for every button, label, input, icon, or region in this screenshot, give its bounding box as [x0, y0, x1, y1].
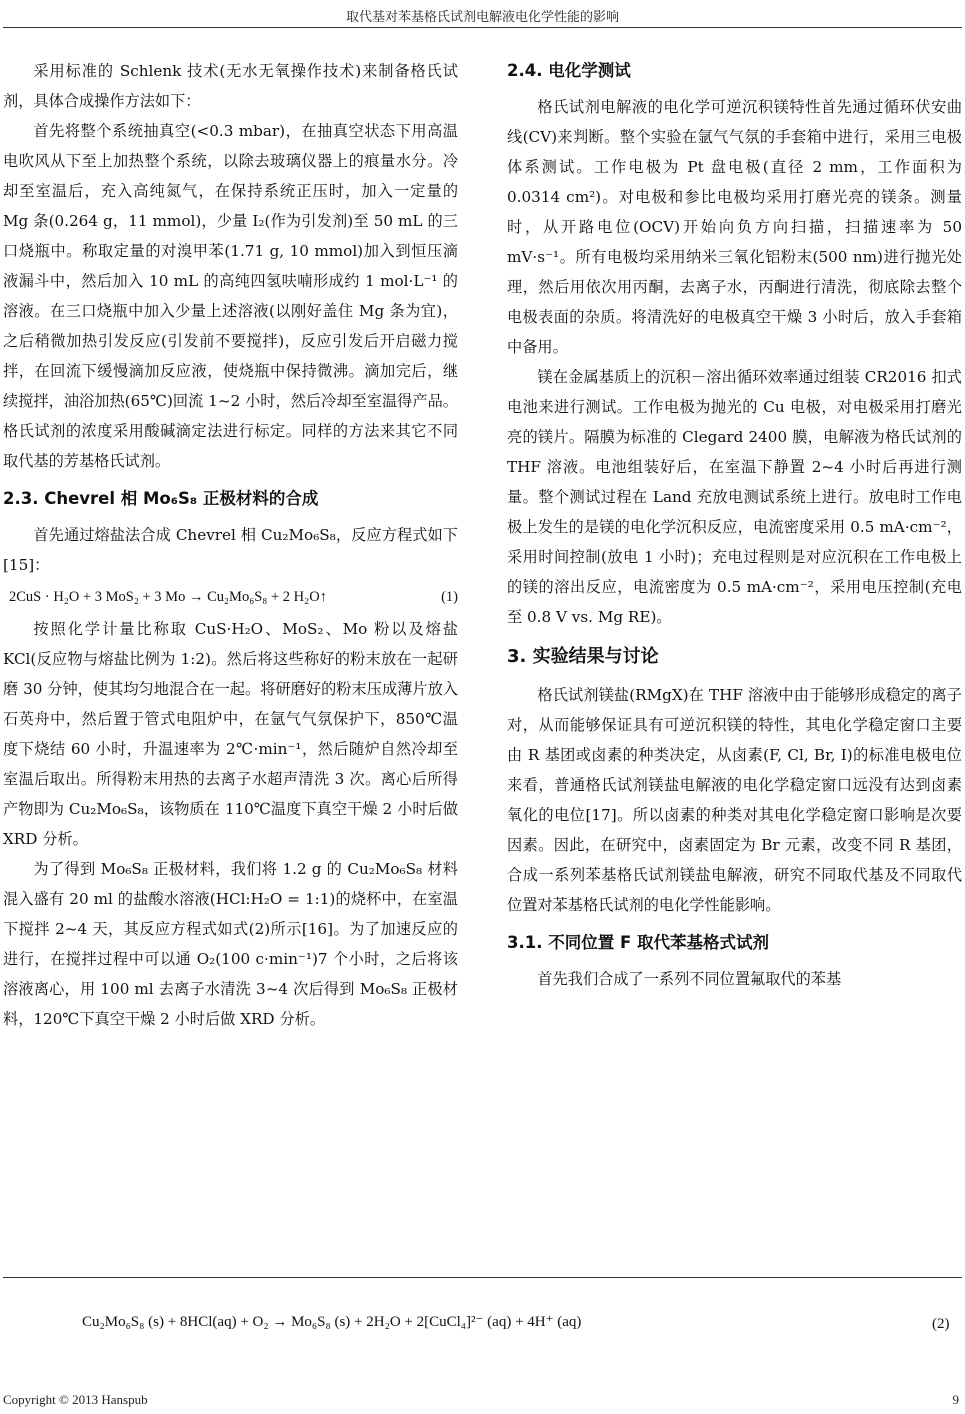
- paragraph-chevrel-synthesis: 首先通过熔盐法合成 Chevrel 相 Cu₂Mo₆S₈，反应方程式如下[15]：: [3, 526, 458, 574]
- paragraph-mo6s8-preparation: 为了得到 Mo₆S₈ 正极材料，我们将 1.2 g 的 Cu₂Mo₆S₈ 材料混入盛有 20 ml 的盐酸水溶液(HCl:H₂O = 1:1)的烧杯中，在室温下搅拌 2~4 天，其反应方程式如式(2)所示[16]。为了加速反应的进行，在搅拌过程中可以通 O₂(100 c·min⁻¹)7 个小时，之后将该溶液离心，用 100 ml 去离子水清洗 3~4 次后得到 Mo₆S₈ 正极材料，120℃下真空干燥 2 小时后做 XRD 分析。: [3, 860, 458, 1028]
- paragraph-molten-salt-method: 按照化学计量比称取 CuS·H₂O、MoS₂、Mo 粉以及熔盐 KCl(反应物与熔盐比例为 1:2)。然后将这些称好的粉末放在一起研磨 30 分钟，使其均匀地混合在一起。将研磨好的粉末压成薄片放入石英舟中，然后置于管式电阻炉中，在氩气气氛保护下，850℃温度下烧结 60 小时，升温速率为 2℃·min⁻¹，然后随炉自然冷却至室温后取出。所得粉末用热的去离子水超声清洗 3 次。离心后所得产物即为 Cu₂Mo₆S₈，该物质在 110℃温度下真空干燥 2 小时后做 XRD 分析。: [3, 620, 458, 848]
- paragraph-cycling-efficiency: 镁在金属基质上的沉积－溶出循环效率通过组装 CR2016 扣式电池来进行测试。工作电极为抛光的 Cu 电极，对电极采用打磨光亮的镁片。隔膜为标准的 Clegard 2400 膜，电解液为格氏试剂的 THF 溶液。电池组装好后，在室温下静置 2~4 小时后再进行测量。整个测试过程在 Land 充放电测试系统上进行。放电时工作电极上发生的是镁的电化学沉积反应，电流密度采用 0.5 mA·cm⁻²，采用时间控制(放电 1 小时)；充电过程则是对应沉积在工作电极上的镁的溶出反应，电流密度为 0.5 mA·cm⁻²，采用电压控制(充电至 0.8 V vs. Mg RE)。: [507, 368, 962, 626]
- paragraph-fluoro-substituted: 首先我们合成了一系列不同位置氟取代的苯基: [537, 970, 842, 988]
- section-heading-3-1: 3.1. 不同位置 F 取代苯基格式试剂: [507, 933, 770, 952]
- spacer: [507, 632, 962, 640]
- paragraph-schlenk-intro: 采用标准的 Schlenk 技术(无水无氧操作技术)来制备格氏试剂，具体合成操作方法如下：: [3, 62, 458, 110]
- running-title: 取代基对苯基格氏试剂电解液电化学性能的影响: [345, 10, 619, 25]
- section-heading-2-3: 2.3. Chevrel 相 Mo₆S₈ 正极材料的合成: [3, 489, 319, 508]
- equation-separator-rule: [3, 1277, 962, 1278]
- spacer: [507, 920, 962, 928]
- section-heading-3: 3. 实验结果与讨论: [507, 646, 659, 667]
- equation-1-body: 2CuS · H₂O + 3 MoS₂ + 3 Mo → Cu₂Mo₆S₈ + 2 H₂O↑: [9, 589, 327, 605]
- paragraph-rmgx-discussion: 格氏试剂镁盐(RMgX)在 THF 溶液中由于能够形成稳定的离子对，从而能够保证具有可逆沉积镁的特性，其电化学稳定窗口主要由 R 基团或卤素的种类决定，从卤素(F, Cl, Br, I)的标准电极电位来看，普通格氏试剂镁盐电解液的电化学稳定窗口远没有达到卤素氧化的电位[17]。所以卤素的种类对其电化学稳定窗口影响是次要因素。因此，在研究中，卤素固定为 Br 元素，改变不同 R 基团，合成一系列苯基格氏试剂镁盐电解液，研究不同取代基及不同取代位置对苯基格氏试剂的电化学性能影响。: [507, 686, 962, 914]
- section-heading-2-4: 2.4. 电化学测试: [507, 61, 631, 80]
- left-column: [3, 56, 458, 1034]
- equation-2-number: (2): [932, 1316, 950, 1332]
- paragraph-cv-testing: 格氏试剂电解液的电化学可逆沉积镁特性首先通过循环伏安曲线(CV)来判断。整个实验在氩气气氛的手套箱中进行，采用三电极体系测试。工作电极为 Pt 盘电极(直径 2 mm，工作面积为 0.0314 cm²)。对电极和参比电极均采用打磨光亮的镁条。测量时，从开路电位(OCV)开始向负方向扫描，扫描速率为 50 mV·s⁻¹。所有电极均采用纳米三氧化铝粉末(500 nm)进行抛光处理，然后用依次用丙酮，去离子水，丙酮进行清洗，彻底除去整个电极表面的杂质。将清洗好的电极真空干燥 3 小时后，放入手套箱中备用。: [507, 98, 962, 356]
- header-rule: [3, 27, 962, 28]
- equation-2: Cu₂Mo₆S₈ (s) + 8HCl(aq) + O₂ → Mo₆S₈ (s) + 2H₂O + 2[CuCl₄]²⁻ (aq) + 4H⁺ (aq): [82, 1314, 582, 1330]
- right-column: [507, 56, 962, 994]
- spacer: [3, 476, 458, 484]
- equation-1: [3, 580, 458, 614]
- paragraph-grignard-procedure: 首先将整个系统抽真空(<0.3 mbar)，在抽真空状态下用高温电吹风从下至上加热整个系统，以除去玻璃仪器上的痕量水分。冷却至室温后，充入高纯氮气，在保持系统正压时，加入一定量的 Mg 条(0.264 g，11 mmol)，少量 I₂(作为引发剂)至 50 mL 的三口烧瓶中。称取定量的对溴甲苯(1.71 g, 10 mmol)加入到恒压滴液漏斗中，然后加入 10 mL 的高纯四氢呋喃形成约 1 mol·L⁻¹ 的溶液。在三口烧瓶中加入少量上述溶液(以刚好盖住 Mg 条为宜)，之后稍微加热引发反应(引发前不要搅拌)，反应引发后开启磁力搅拌，在回流下缓慢滴加反应液，使烧瓶中保持微沸。滴加完后，继续搅拌，油浴加热(65℃)回流 1~2 小时，然后冷却至室温得产品。格氏试剂的浓度采用酸碱滴定法进行标定。同样的方法来其它不同取代基的芳基格氏试剂。: [3, 122, 458, 470]
- footer-copyright: Copyright © 2013 Hanspub: [3, 1392, 148, 1407]
- equation-1-number: (1): [441, 589, 458, 605]
- footer-page-number: 9: [952, 1392, 959, 1407]
